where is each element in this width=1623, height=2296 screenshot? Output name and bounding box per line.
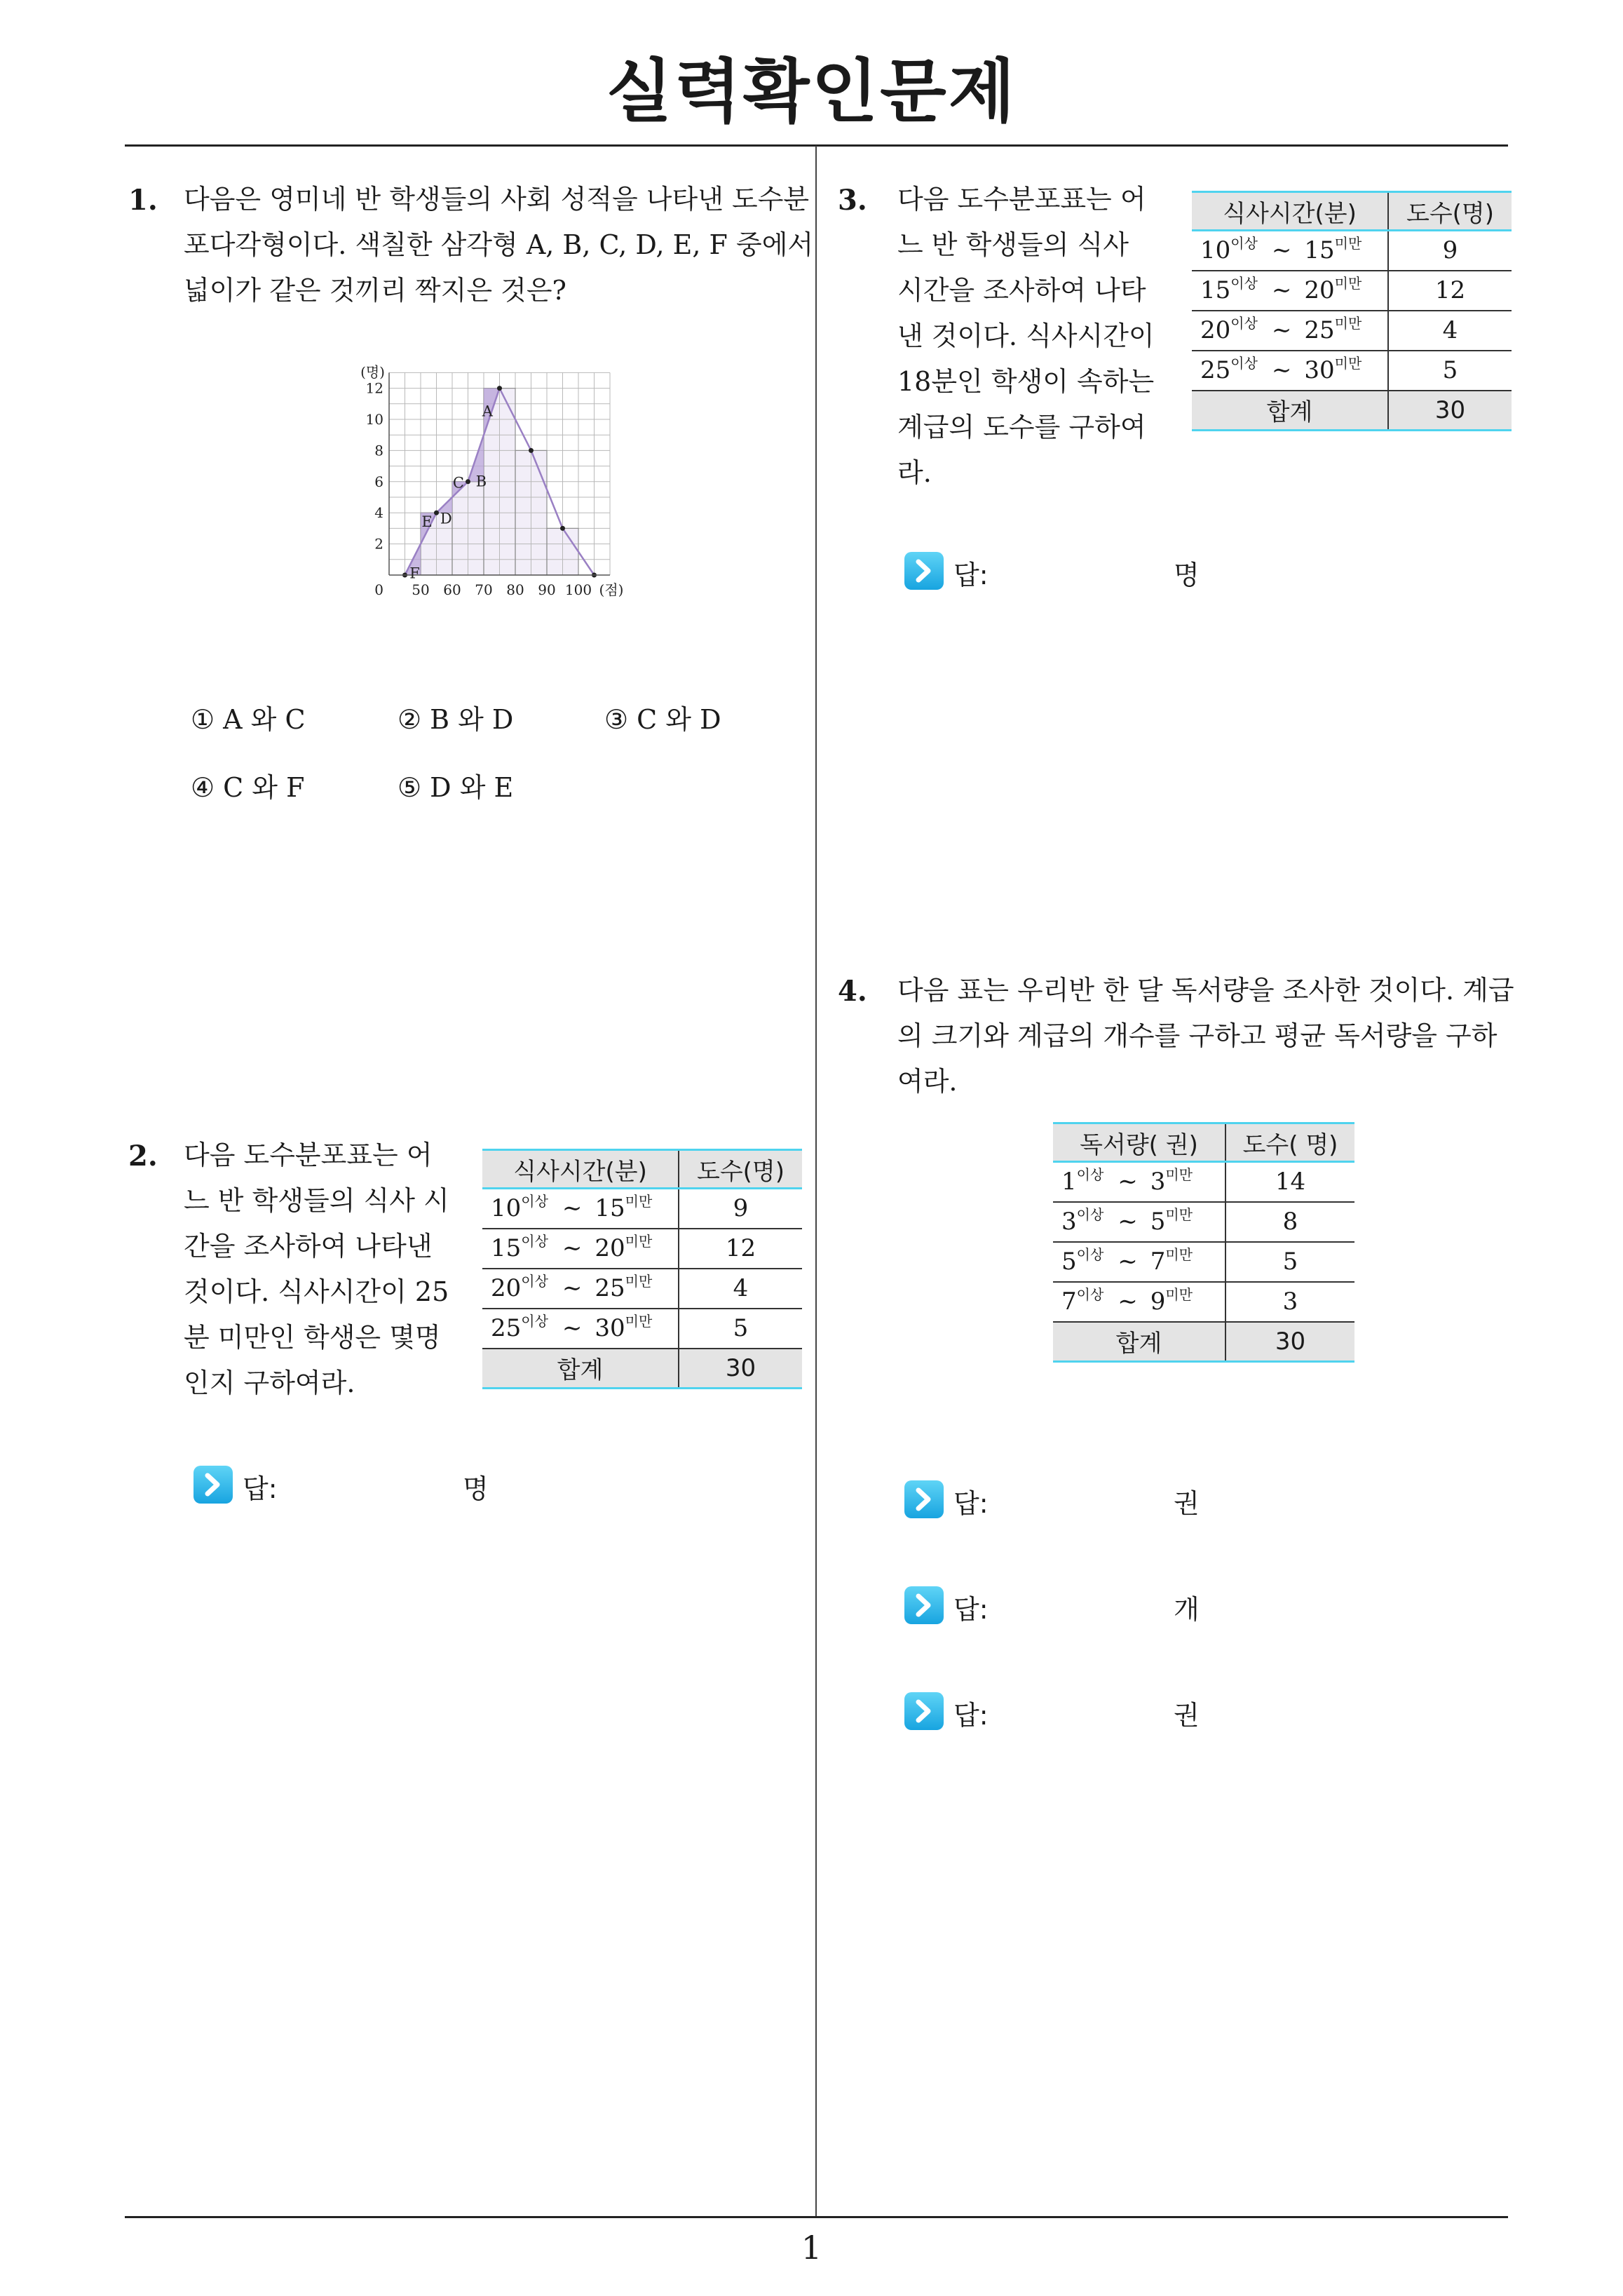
- q2-line: 분 미만인 학생은 몇명: [184, 1322, 441, 1353]
- chevron-right-icon: [904, 1586, 944, 1624]
- q1-choice-1[interactable]: ① A 와 C: [191, 704, 306, 735]
- page-number: 1: [801, 2229, 822, 2267]
- footer-rule: [125, 2216, 1508, 2218]
- table-header: 식사시간(분): [482, 1150, 679, 1189]
- answer-unit: 권: [1174, 1700, 1200, 1731]
- q1-line: 포다각형이다. 색칠한 삼각형 A, B, C, D, E, F 중에서: [184, 229, 814, 260]
- answer-unit: 개: [1174, 1594, 1200, 1625]
- q3-line: 계급의 도수를 구하여: [897, 412, 1146, 443]
- y-unit-label: (명): [360, 363, 385, 381]
- x-tick-label: 60: [443, 581, 461, 598]
- y-tick-label: 8: [374, 442, 383, 459]
- y-tick-label: 4: [374, 504, 383, 522]
- answer-unit: 권: [1174, 1488, 1200, 1519]
- polygon-point: [560, 526, 565, 531]
- q1-line: 다음은 영미네 반 학생들의 사회 성적을 나타낸 도수분: [184, 184, 810, 215]
- x-unit-label: (점): [599, 581, 624, 598]
- table-row: $15^{이상}$ ∼ $20^{미만}$ 12: [1192, 271, 1512, 311]
- q2-line: 간을 조사하여 나타낸: [184, 1231, 433, 1262]
- table-total-row: 합계 30: [1053, 1322, 1354, 1362]
- q1-choice-3[interactable]: ③ C 와 D: [604, 704, 721, 735]
- q2-text: [184, 1133, 449, 1406]
- q4-frequency-table: [1053, 1122, 1354, 1363]
- table-header: 독서량( 권): [1053, 1123, 1225, 1162]
- triangle-label-e: E: [421, 513, 433, 531]
- q3-line: 라.: [897, 457, 932, 488]
- x-tick-label: 90: [538, 581, 556, 598]
- x-tick-label: 80: [506, 581, 524, 598]
- table-row: $20^{이상}$ ∼ $25^{미만}$ 4: [1192, 311, 1512, 351]
- table-row: $10^{이상}$ ∼ $15^{미만}$ 9: [1192, 231, 1512, 271]
- polygon-point: [529, 448, 534, 453]
- q2-line: 느 반 학생들의 식사 시: [184, 1185, 449, 1216]
- answer-label: 답:: [953, 1700, 989, 1731]
- q4-line: 다음 표는 우리반 한 달 독서량을 조사한 것이다. 계급: [897, 975, 1514, 1006]
- chevron-right-icon: [193, 1466, 233, 1504]
- triangle-label-c: C: [452, 474, 464, 492]
- q3-line: 시간을 조사하여 나타: [897, 275, 1146, 306]
- q4-number: 4.: [838, 975, 867, 1008]
- q2-number: 2.: [128, 1140, 158, 1173]
- y-tick-label: 6: [374, 473, 383, 490]
- y-tick-label: 2: [374, 535, 383, 553]
- answer-unit: 명: [463, 1473, 489, 1504]
- origin-label: 0: [374, 581, 383, 598]
- table-row: $3^{이상}$ ∼ $5^{미만}$ 8: [1053, 1202, 1354, 1242]
- q4-line: 여라.: [897, 1066, 958, 1097]
- chevron-right-icon: [904, 1692, 944, 1730]
- q1-text: [184, 177, 813, 313]
- q1-choice-5[interactable]: ⑤ D 와 E: [398, 772, 514, 803]
- table-row: $1^{이상}$ ∼ $3^{미만}$ 14: [1053, 1162, 1354, 1202]
- table-row: $7^{이상}$ ∼ $9^{미만}$ 3: [1053, 1282, 1354, 1322]
- answer-unit: 명: [1174, 560, 1200, 590]
- y-tick-label: 12: [365, 379, 383, 397]
- q4-text: [897, 968, 1514, 1105]
- triangle-label-f: F: [409, 565, 420, 582]
- q2-line: 다음 도수분포표는 어: [184, 1140, 433, 1170]
- table-row: $25^{이상}$ ∼ $30^{미만}$ 5: [482, 1309, 802, 1349]
- table-total-row: 합계 30: [482, 1349, 802, 1389]
- x-tick-label: 100: [564, 581, 592, 598]
- table-row: $10^{이상}$ ∼ $15^{미만}$ 9: [482, 1189, 802, 1229]
- q3-text: [897, 177, 1157, 496]
- q1-number: 1.: [128, 184, 158, 217]
- q1-line: 넓이가 같은 것끼리 짝지은 것은?: [184, 275, 566, 306]
- triangle-label-a: A: [482, 403, 493, 420]
- table-header: 도수(명): [1388, 192, 1512, 231]
- q1-choice-4[interactable]: ④ C 와 F: [191, 772, 305, 803]
- column-divider: [815, 146, 817, 2217]
- q3-number: 3.: [838, 184, 867, 217]
- q4-line: 의 크기와 계급의 개수를 구하고 평균 독서량을 구하: [897, 1020, 1498, 1051]
- q3-line: 낸 것이다. 식사시간이: [897, 320, 1155, 351]
- table-total-row: 합계 30: [1192, 391, 1512, 431]
- q3-frequency-table: [1192, 191, 1512, 431]
- table-header: 식사시간(분): [1192, 192, 1388, 231]
- q3-line: 18분인 학생이 속하는: [897, 366, 1155, 397]
- table-row: $20^{이상}$ ∼ $25^{미만}$ 4: [482, 1269, 802, 1309]
- table-row: $15^{이상}$ ∼ $20^{미만}$ 12: [482, 1229, 802, 1269]
- polygon-point: [466, 479, 470, 484]
- answer-label: 답:: [953, 560, 989, 590]
- x-tick-label: 50: [412, 581, 430, 598]
- triangle-label-d: D: [440, 510, 452, 527]
- page-title: 실력확인문제: [606, 52, 1017, 132]
- table-row: $5^{이상}$ ∼ $7^{미만}$ 5: [1053, 1242, 1354, 1282]
- q1-choice-2[interactable]: ② B 와 D: [398, 704, 514, 735]
- y-tick-label: 10: [365, 411, 383, 428]
- answer-label: 답:: [953, 1594, 989, 1625]
- answer-label: 답:: [243, 1473, 278, 1504]
- q3-line: 다음 도수분포표는 어: [897, 184, 1146, 215]
- polygon-point: [497, 386, 502, 391]
- chevron-right-icon: [904, 1480, 944, 1518]
- table-header: 도수(명): [679, 1150, 802, 1189]
- table-row: $25^{이상}$ ∼ $30^{미만}$ 5: [1192, 351, 1512, 391]
- triangle-label-b: B: [475, 473, 487, 490]
- q2-line: 것이다. 식사시간이 25: [184, 1276, 449, 1307]
- q3-line: 느 반 학생들의 식사: [897, 229, 1129, 260]
- chevron-right-icon: [904, 552, 944, 590]
- answer-label: 답:: [953, 1488, 989, 1519]
- frequency-polygon-chart: [354, 344, 648, 603]
- q2-line: 인지 구하여라.: [184, 1368, 355, 1398]
- polygon-point: [434, 511, 439, 515]
- x-tick-label: 70: [475, 581, 493, 598]
- table-header: 도수( 명): [1225, 1123, 1354, 1162]
- q2-frequency-table: [482, 1149, 802, 1389]
